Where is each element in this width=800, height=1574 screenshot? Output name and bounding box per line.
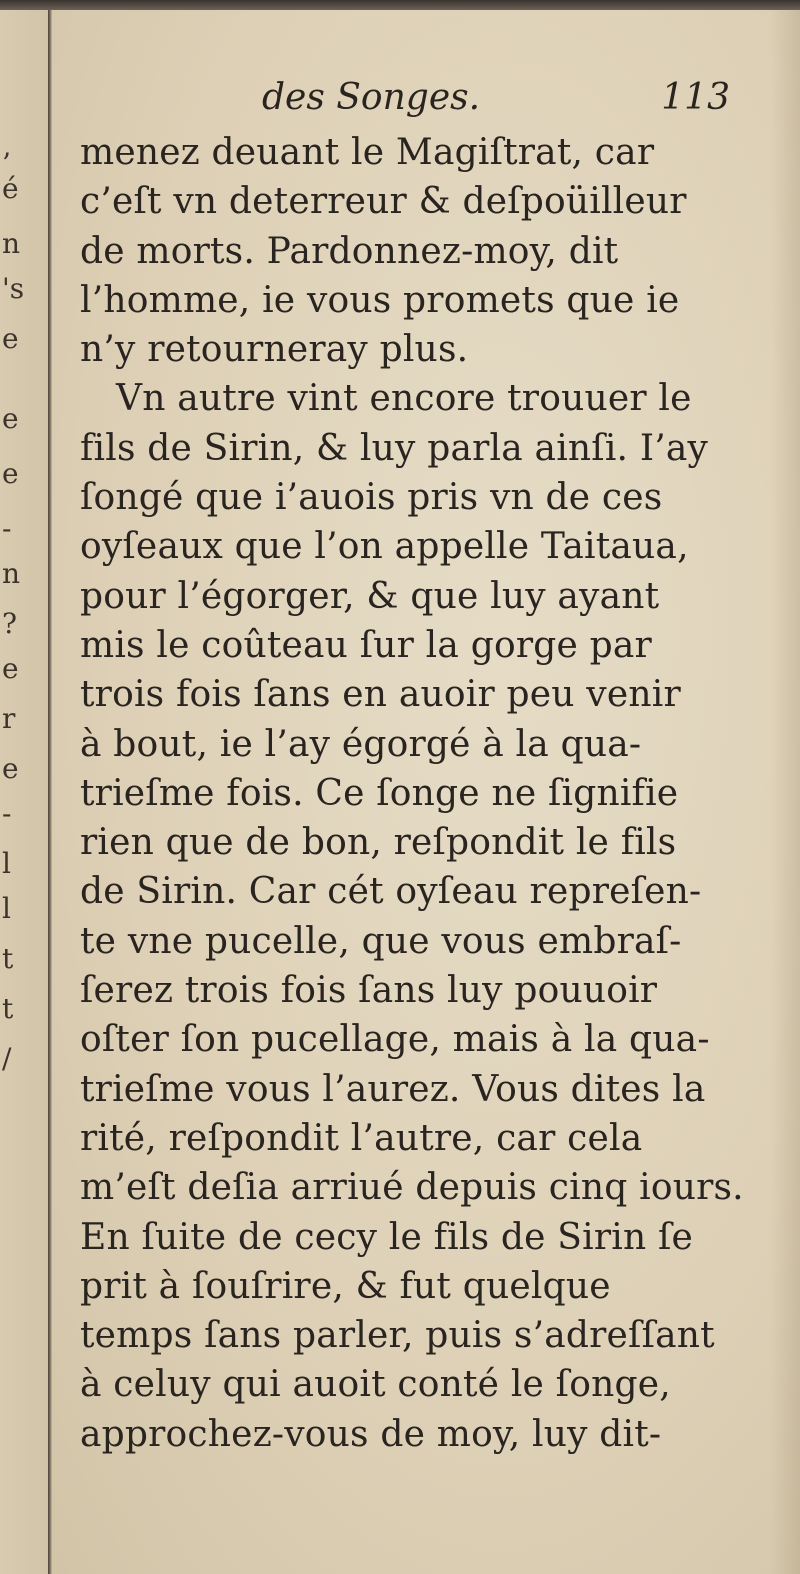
text-line: trieſme vous l’aurez. Vous dites la (80, 1068, 706, 1110)
running-head (210, 70, 730, 126)
margin-char: - (2, 797, 12, 830)
running-title: des Songes. (262, 77, 481, 118)
margin-char: e (2, 457, 19, 490)
text-line: trieſme fois. Ce ſonge ne ſignifie (80, 772, 679, 814)
text-line: temps ſans parler, puis s’adreſſant (80, 1315, 715, 1357)
text-line: te vne pucelle, que vous embraſ- (80, 920, 682, 962)
text-line: ſerez trois fois ſans luy pouuoir (80, 970, 658, 1012)
margin-char: n (2, 557, 21, 590)
page-top-edge (0, 0, 800, 10)
text-line: oyſeaux que l’on appelle Taitaua, (80, 526, 689, 568)
body-text (80, 128, 744, 1459)
text-line: l’homme, ie vous promets que ie (80, 279, 680, 321)
text-line: oſter ſon pucellage, mais à la qua- (80, 1019, 710, 1061)
margin-char: e (2, 752, 19, 785)
text-line: ſongé que i’auois pris vn de ces (80, 477, 663, 519)
text-line: de morts. Pardonnez-moy, dit (80, 230, 619, 272)
margin-char: r (2, 702, 16, 735)
text-line: trois fois ſans en auoir peu venir (80, 674, 681, 716)
margin-char: t (2, 992, 14, 1025)
text-line: de Sirin. Car cét oyſeau repreſen- (80, 871, 702, 913)
margin-char: l (2, 847, 11, 880)
text-line: prit à ſouſrire, & fut quelque (80, 1265, 611, 1307)
facing-page-margin (0, 10, 48, 1574)
text-line: à bout, ie l’ay égorgé à la qua- (80, 723, 642, 765)
margin-char: e (2, 322, 19, 355)
page-edge-shading (770, 10, 800, 1574)
margin-char: ’ (2, 147, 11, 180)
text-line: rité, reſpondit l’autre, car cela (80, 1117, 643, 1159)
margin-char: 's (2, 272, 25, 305)
margin-char: ? (2, 607, 18, 640)
margin-char: / (2, 1042, 12, 1075)
margin-char: - (2, 512, 12, 545)
margin-char: l (2, 892, 11, 925)
margin-char: é (2, 172, 19, 205)
text-line: m’eſt deſia arriué depuis cinq iours. (80, 1167, 744, 1209)
margin-char: e (2, 652, 19, 685)
text-line: rien que de bon, reſpondit le fils (80, 822, 677, 864)
text-line: mis le coûteau ſur la gorge par (80, 624, 652, 666)
text-line: c’eſt vn deterreur & deſpoüilleur (80, 181, 687, 223)
text-line: pour l’égorger, & que luy ayant (80, 575, 660, 617)
margin-char: t (2, 942, 14, 975)
text-line: à celuy qui auoit conté le ſonge, (80, 1364, 671, 1406)
text-line: fils de Sirin, & luy parla ainſi. I’ay (80, 427, 709, 469)
text-line: approchez-vous de moy, luy dit- (80, 1413, 662, 1455)
page-number: 113 (661, 77, 730, 118)
text-line: En ſuite de cecy le fils de Sirin ſe (80, 1216, 694, 1258)
paragraph-start-line: Vn autre vint encore trouuer le (116, 378, 692, 420)
margin-char: e (2, 402, 19, 435)
text-line: n’y retourneray plus. (80, 329, 469, 371)
margin-char: n (2, 227, 21, 260)
text-line: menez deuant le Magiſtrat, car (80, 132, 655, 173)
